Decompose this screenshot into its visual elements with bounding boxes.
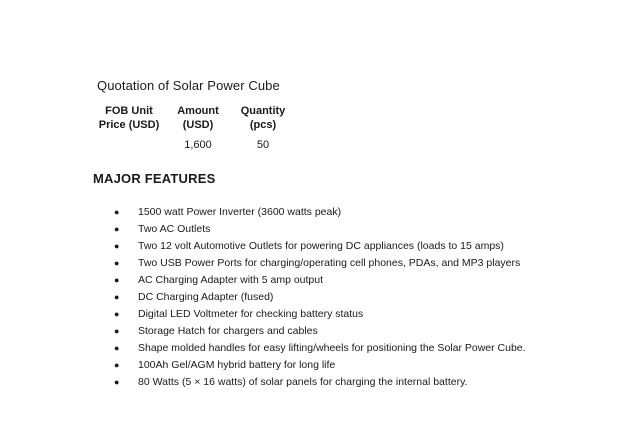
feature-text: DC Charging Adapter (fused) — [138, 291, 274, 303]
list-item — [114, 340, 528, 357]
list-item — [114, 272, 534, 289]
list-item — [114, 306, 534, 323]
bullet-icon: ● — [114, 309, 120, 319]
bullet-icon: ● — [114, 377, 120, 387]
bullet-icon: ● — [114, 292, 120, 302]
bullet-icon: ● — [114, 360, 120, 370]
bullet-icon: ● — [114, 343, 120, 353]
feature-text: 80 Watts (5 × 16 watts) of solar panels for charging the internal battery. — [138, 376, 468, 388]
quantity-value: 50 — [256, 139, 270, 151]
list-item — [114, 255, 534, 272]
list-item — [114, 357, 534, 374]
fob-unit-price-column — [92, 104, 166, 138]
amount-header-line2: (USD) — [182, 119, 214, 131]
bullet-icon: ● — [114, 275, 120, 285]
feature-text: Two 12 volt Automotive Outlets for powering DC appliances (loads to 15 amps) — [138, 240, 504, 252]
features-heading: MAJOR FEATURES — [93, 171, 216, 186]
amount-header-line1: Amount — [177, 105, 219, 117]
list-item — [114, 221, 534, 238]
bullet-icon: ● — [114, 326, 120, 336]
list-item — [114, 374, 534, 391]
quantity-column — [236, 104, 290, 152]
bullet-icon: ● — [114, 224, 120, 234]
feature-text: Storage Hatch for chargers and cables — [138, 325, 318, 337]
fob-unit-price-header — [92, 104, 166, 132]
feature-text: Digital LED Voltmeter for checking battery status — [138, 308, 364, 320]
list-item — [114, 238, 534, 255]
quotation-title: Quotation of Solar Power Cube — [97, 78, 280, 93]
bullet-icon: ● — [114, 258, 120, 268]
feature-text: Two USB Power Ports for charging/operating cell phones, PDAs, and MP3 players — [138, 257, 521, 269]
feature-text: 100Ah Gel/AGM hybrid battery for long life — [138, 359, 336, 371]
amount-value: 1,600 — [184, 139, 212, 151]
features-list — [114, 204, 534, 391]
list-item — [114, 289, 534, 306]
list-item — [114, 204, 534, 221]
bullet-icon: ● — [114, 207, 120, 217]
bullet-icon: ● — [114, 241, 120, 251]
feature-text: AC Charging Adapter with 5 amp output — [138, 274, 324, 286]
quantity-header-line2: (pcs) — [249, 119, 277, 131]
quantity-header — [236, 104, 290, 132]
quantity-header-line1: Quantity — [240, 105, 286, 117]
feature-text: 1500 watt Power Inverter (3600 watts peak) — [138, 206, 342, 218]
feature-text: Shape molded handles for easy lifting/wheels for positioning the Solar Power Cube. — [138, 342, 526, 354]
fob-header-line1: FOB Unit — [105, 105, 153, 117]
list-item — [114, 323, 534, 340]
amount-column — [176, 104, 220, 152]
amount-header — [176, 104, 220, 132]
fob-header-line2: Price (USD) — [98, 119, 160, 131]
feature-text: Two AC Outlets — [138, 223, 211, 235]
